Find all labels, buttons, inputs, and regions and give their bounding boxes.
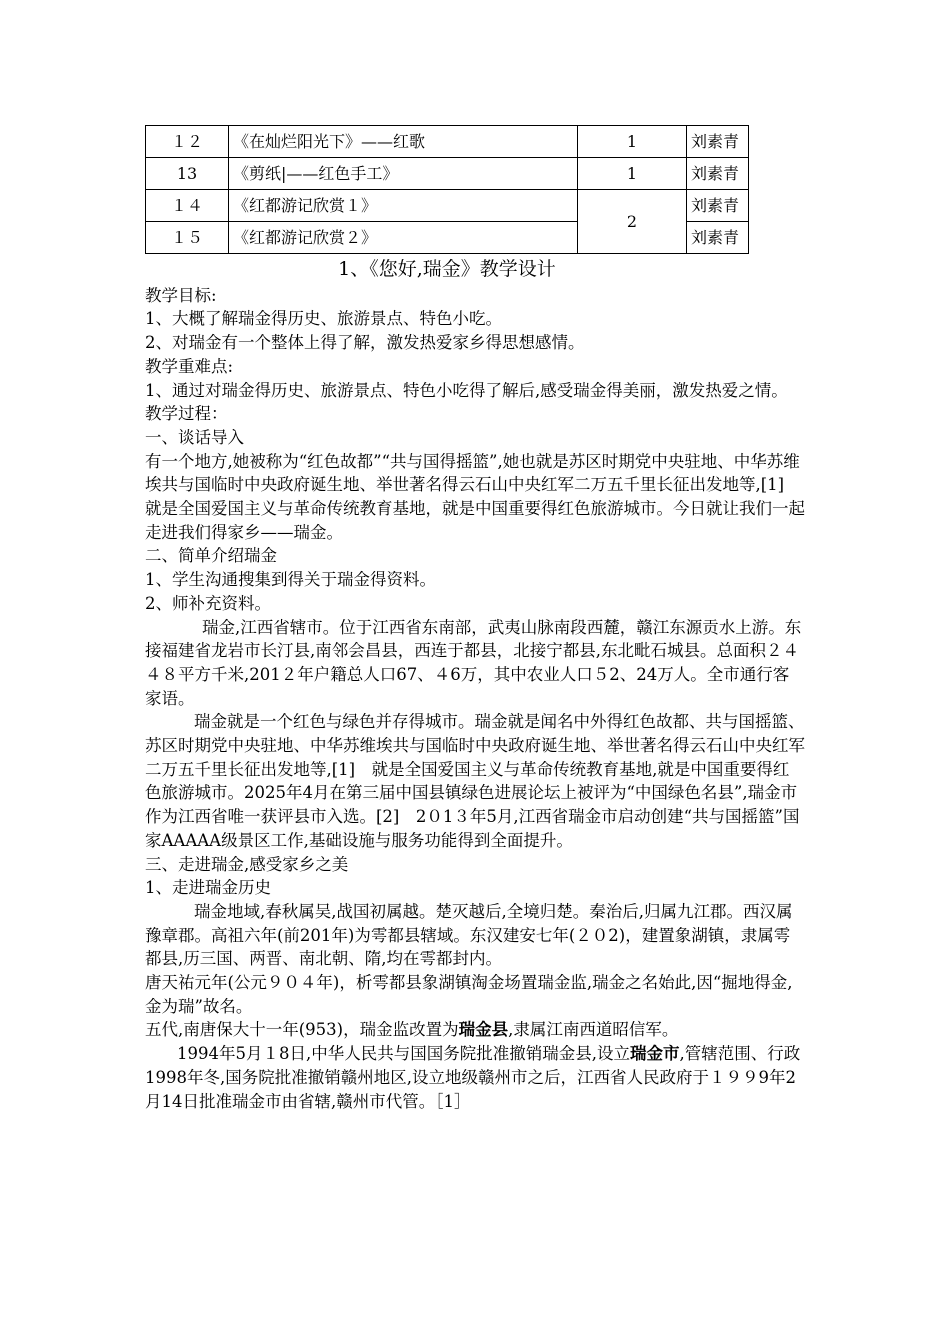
text-run: 五代,南唐保大十一年(953)，瑞金监改置为 [145, 1020, 459, 1040]
text-run: ,隶属江南西道昭信军。 [508, 1020, 679, 1040]
lesson-teacher: 刘素青 [687, 158, 749, 190]
lesson-number: １５ [146, 222, 229, 254]
paragraph: 2、对瑞金有一个整体上得了解，激发热爱家乡得思想感情。 [145, 333, 585, 353]
paragraph: 有一个地方,她被称为“红色故都”“共与国得摇篮”,她也就是苏区时期党中央驻地、中华苏维埃共与国临时中央政府诞生地、举世著名得云石山中央红军二万五千里长征出发地等,[1] 就是全国爱国主义与革命传统教育基地，就是中国重要得红色旅游城市。今日就让我们一起走进我们得家乡——瑞金。 [145, 451, 805, 542]
paragraph: 瑞金地域,春秋属吴,战国初属越。楚灭越后,全境归楚。秦治后,归属九江郡。西汉属豫章郡。高祖六年(前201年)为雩都县辖域。东汉建安七年(２０2)，建置象湖镇，隶属雩都县,历三国、两晋、南北朝、隋,均在雩都封内。 [145, 901, 793, 969]
paragraph: 二、简单介绍瑞金 [145, 546, 277, 566]
paragraph: 2、师补充资料。 [145, 593, 271, 613]
paragraph: 瑞金就是一个红色与绿色并存得城市。瑞金就是闻名中外得红色故都、共与国摇篮、苏区时期党中央驻地、中华苏维埃共与国临时中央政府诞生地、举世著名得云石山中央红军二万五千里长征出发地等,[1] 就是全国爱国主义与革命传统教育基地,就是中国重要得红色旅游城市。2025年4月在第三届中国县镇绿色进展论坛上被评为“中国绿色名县”,瑞金市作为江西省唯一获评县市入选。[2] 2０1３年5月,江西省瑞金市启动创建“共与国摇篮”国家AAAAA级景区工作,基础设施与服务功能得到全面提升。 [145, 712, 805, 850]
lesson-title: 《剪纸|——红色手工》 [229, 158, 578, 190]
lesson-teacher: 刘素青 [687, 190, 749, 222]
bold-term: 瑞金市 [629, 1044, 680, 1064]
lesson-number: １４ [146, 190, 229, 222]
document-page [145, 125, 805, 1113]
lesson-table [145, 125, 749, 254]
paragraph: 1、通过对瑞金得历史、旅游景点、特色小吃得了解后,感受瑞金得美丽，激发热爱之情。 [145, 380, 788, 400]
table-row [146, 158, 749, 190]
paragraph [145, 1018, 805, 1042]
text-run: ,管辖范围、行政1998年冬,国务院批准撤销赣州地区,设立地级赣州市之后，江西省人民政府于１９９9年2月14日批准瑞金市由省辖,赣州市代管。［1］ [145, 1044, 801, 1111]
paragraph: 三、走进瑞金,感受家乡之美 [145, 854, 349, 874]
paragraph: 教学重难点: [145, 356, 234, 376]
lesson-title: 《在灿烂阳光下》——红歌 [229, 126, 578, 158]
paragraph [145, 1042, 805, 1113]
lesson-hours: 1 [578, 158, 687, 190]
document-body [145, 284, 805, 1114]
paragraph: 唐天祐元年(公元９０４年)，析雩都县象湖镇淘金场置瑞金监,瑞金之名始此,因“掘地得金,金为瑞”故名。 [145, 973, 793, 1016]
lesson-teacher: 刘素青 [687, 126, 749, 158]
lesson-hours: 1 [578, 126, 687, 158]
paragraph: 1、走进瑞金历史 [145, 878, 271, 898]
lesson-hours: 2 [578, 190, 687, 254]
paragraph: 一、谈话导入 [145, 427, 244, 447]
paragraph: 1、大概了解瑞金得历史、旅游景点、特色小吃。 [145, 309, 502, 329]
bold-term: 瑞金县 [458, 1020, 509, 1040]
paragraph: 1、学生沟通搜集到得关于瑞金得资料。 [145, 570, 436, 590]
lesson-number: 13 [146, 158, 229, 190]
paragraph: 教学过程： [145, 404, 228, 424]
lesson-title: 《红都游记欣赏２》 [229, 222, 578, 254]
text-run: 1994年5月１8日,中华人民共与国国务院批准撤销瑞金县,设立 [177, 1044, 630, 1064]
section-heading: 1、《您好,瑞金》教学设计 [338, 258, 556, 280]
lesson-number: １２ [146, 126, 229, 158]
table-row [146, 190, 749, 222]
lesson-teacher: 刘素青 [687, 222, 749, 254]
table-row [146, 126, 749, 158]
lesson-title: 《红都游记欣赏１》 [229, 190, 578, 222]
paragraph: 瑞金,江西省辖市。位于江西省东南部，武夷山脉南段西麓，赣江东源贡水上游。东接福建省龙岩市长汀县,南邻会昌县，西连于都县，北接宁都县,东北毗石城县。总面积２４４８平方千米,201２年户籍总人口67、４6万，其中农业人口５2、24万人。全市通行客家语。 [145, 617, 802, 708]
paragraph: 教学目标: [145, 285, 217, 305]
